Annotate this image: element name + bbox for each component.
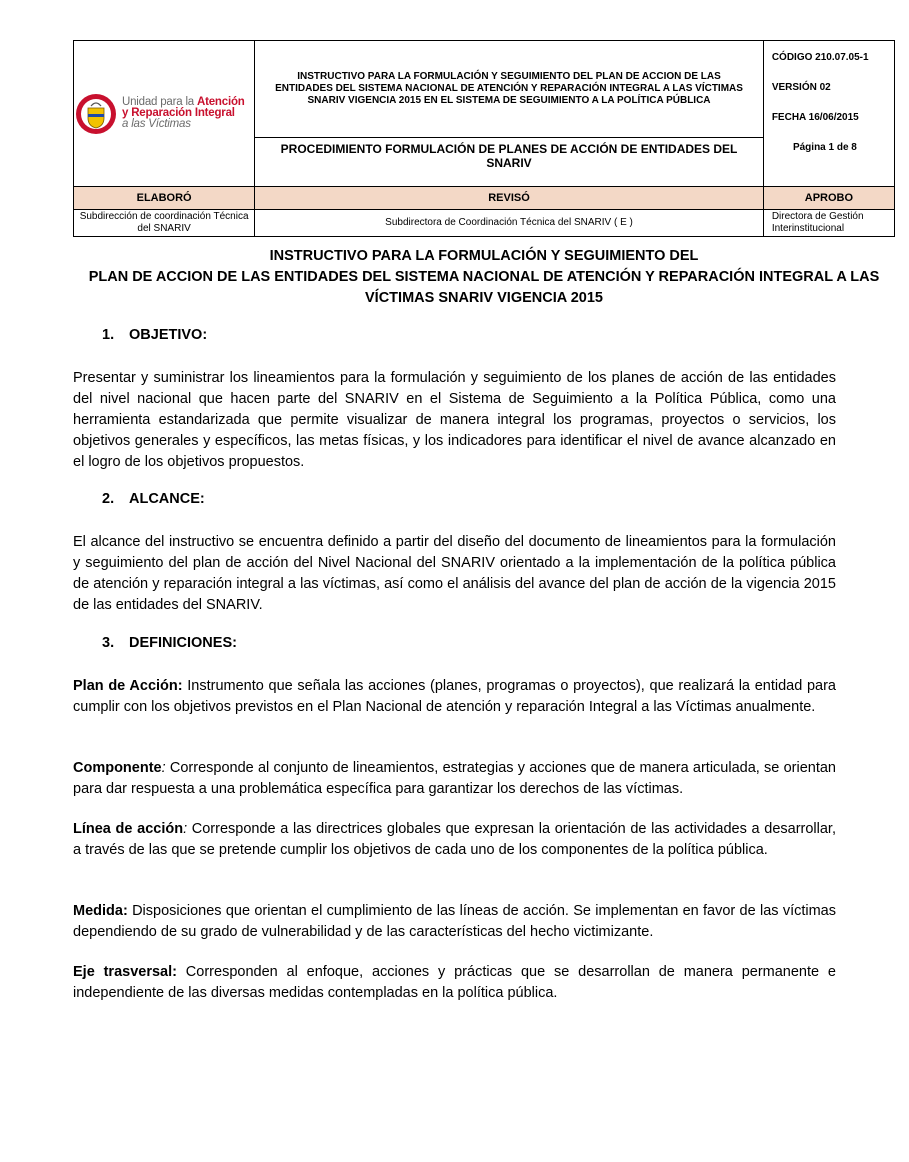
document-code: CÓDIGO 210.07.05-1 (771, 52, 869, 63)
section-number: 1. (102, 327, 115, 343)
logo-cell (74, 41, 255, 187)
definition-componente (73, 758, 836, 800)
document-title-line1: INSTRUCTIVO PARA LA FORMULACIÓN Y SEGUIMIENTO DEL (269, 248, 699, 264)
definition-term: Plan de Acción: (73, 678, 183, 694)
section-heading-objetivo (102, 327, 207, 343)
definition-text: Corresponde al conjunto de lineamientos, estrategias y acciones que de manera articulada, se orientan para dar respuesta a una problemática específica para garantizar los derechos de las víctimas. (73, 760, 836, 797)
section-number: 3. (102, 635, 115, 651)
objetivo-paragraph: Presentar y suministrar los lineamientos para la formulación y seguimiento de los planes de acción de las entidades del nivel nacional que hacen parte del SNARIV en el Sistema de Seguimiento a la Política Pública, como una herramienta estandarizada que permite visualizar de manera integral los programas, proyectos o servicios, los objetivos generales y específicos, las metas físicas, y los indicadores para identificar el nivel de avance alcanzado en el logro de los objetivos propuestos. (73, 370, 836, 470)
section-heading-alcance (102, 491, 205, 507)
role-elaboro: ELABORÓ (74, 187, 255, 210)
procedure-title: PROCEDIMIENTO FORMULACIÓN DE PLANES DE ACCIÓN DE ENTIDADES DEL SNARIV (255, 138, 764, 187)
section-heading-definiciones (102, 635, 237, 651)
document-control-cell (763, 41, 894, 187)
document-version: VERSIÓN 02 (771, 82, 831, 93)
section-number: 2. (102, 491, 115, 507)
logo-line1-b: Atención (197, 96, 245, 108)
definition-text: Instrumento que señala las acciones (planes, programas o proyectos), que realizará la entidad para cumplir con los objetivos previstos en el Plan Nacional de atención y reparación Integral a las Víctimas anualmente. (73, 678, 836, 715)
definition-text: Corresponden al enfoque, acciones y prácticas que se desarrollan de manera permanente e independiente de las diversas medidas contempladas en la política pública. (73, 964, 836, 1001)
signer-aprobo: Directora de Gestión Interinstitucional (763, 210, 894, 237)
unidad-victimas-logo (74, 92, 254, 136)
section-title: DEFINICIONES: (129, 635, 237, 651)
logo-line2-a: y (122, 107, 132, 119)
role-aprobo: APROBO (763, 187, 894, 210)
colombia-coat-of-arms-icon (74, 92, 118, 136)
document-title (73, 246, 895, 309)
definition-term-suffix: : (161, 760, 166, 776)
definition-medida (73, 901, 836, 943)
definition-plan-de-accion (73, 676, 836, 718)
section-title: OBJETIVO: (129, 327, 208, 343)
definition-term: Medida: (73, 903, 128, 919)
role-reviso: REVISÓ (255, 187, 764, 210)
logo-line1-a: Unidad para la (122, 96, 197, 108)
section-title: ALCANCE: (129, 491, 205, 507)
document-title-line3: VÍCTIMAS SNARIV VIGENCIA 2015 (365, 290, 603, 306)
definition-linea-de-accion (73, 819, 836, 861)
signer-reviso: Subdirectora de Coordinación Técnica del SNARIV ( E ) (255, 210, 764, 237)
page-number: Página 1 de 8 (792, 142, 857, 153)
definition-term-suffix: : (183, 821, 188, 837)
definition-term: Línea de acción (73, 821, 184, 837)
alcance-paragraph: El alcance del instructivo se encuentra definido a partir del diseño del documento de lineamientos para la formulación y seguimiento del plan de acción del Nivel Nacional del SNARIV orientado a la implementación de la política pública de atención y reparación integral a las víctimas, así como el análisis del avance del plan de acción de la vigencia 2015 de las entidades del SNARIV. (73, 534, 836, 613)
document-date: FECHA 16/06/2015 (771, 112, 859, 123)
definition-term: Eje trasversal: (73, 964, 177, 980)
logo-line2-b: Reparación Integral (131, 107, 235, 119)
document-header-table (73, 40, 895, 237)
definition-eje-trasversal (73, 962, 836, 1004)
signer-elaboro: Subdirección de coordinación Técnica del SNARIV (74, 210, 255, 237)
definition-text: Corresponde a las directrices globales que expresan la orientación de las actividades a desarrollar, a través de las que se pretende cumplir los objetivos de cada uno de los componentes de la política pública. (73, 821, 836, 858)
logo-line3: a las Víctimas (122, 118, 191, 130)
document-title-line2: PLAN DE ACCION DE LAS ENTIDADES DEL SISTEMA NACIONAL DE ATENCIÓN Y REPARACIÓN INTEGRAL A LAS (88, 269, 880, 285)
definition-text: Disposiciones que orientan el cumplimiento de las líneas de acción. Se implementan en favor de las víctimas dependiendo de su grado de vulnerabilidad y de las características del hecho victimizante. (73, 903, 836, 940)
definition-term: Componente (73, 760, 162, 776)
instructivo-title: INSTRUCTIVO PARA LA FORMULACIÓN Y SEGUIMIENTO DEL PLAN DE ACCION DE LAS ENTIDADES DEL SISTEMA NACIONAL DE ATENCIÓN Y REPARACIÓN INTEGRAL A LAS VÍCTIMAS SNARIV VIGENCIA 2015 EN EL SISTEMA DE SEGUIMIENTO A LA POLÍTICA PÚBLICA (255, 41, 764, 138)
